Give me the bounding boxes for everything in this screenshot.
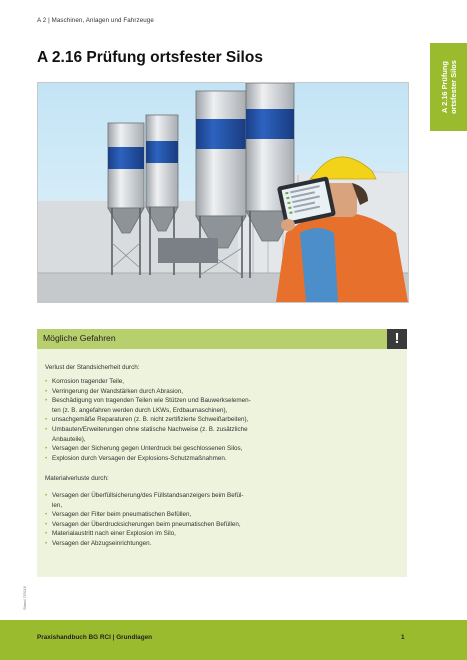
breadcrumb: A 2 | Maschinen, Anlagen und Fahrzeuge xyxy=(37,17,154,24)
footer-publication: Praxishandbuch BG RCI | Grundlagen xyxy=(37,634,153,641)
list-item-continuation: ten (z. B. angefahren werden durch LKWs, Erdbaumaschinen), xyxy=(52,406,228,414)
hazards-heading: Mögliche Gefahren xyxy=(43,333,116,343)
revision-note: Stand 7/2016 xyxy=(22,586,27,610)
list-item: • Versagen der Filter beim pneumatischen Befüllen, xyxy=(45,510,395,520)
material-loss-list xyxy=(45,491,395,549)
list-item: • unsachgemäße Reparaturen (z. B. nicht zertifizierte Schweißarbeiten), xyxy=(45,415,395,425)
list-item-continuation: len, xyxy=(52,501,63,509)
page-title: A 2.16 Prüfung ortsfester Silos xyxy=(37,49,263,66)
list-item: • Versagen der Überfüllsicherung/des Füllstandsanzeigers beim Befül- xyxy=(45,491,395,501)
hazards-section-header xyxy=(37,329,407,349)
list-item: • Versagen der Überdrucksicherungen beim pneumatischen Befüllen, xyxy=(45,520,395,530)
chapter-side-tab-label: A 2.16 Prüfung ortsfester Silos xyxy=(439,60,458,114)
list-item: • Korrosion tragender Teile, xyxy=(45,377,395,387)
list-item: • Beschädigung von tragenden Teilen wie Stützen und Bauwerkselemen- xyxy=(45,396,395,406)
list-item-continuation: Anbauteile), xyxy=(52,435,86,443)
hazards-content xyxy=(37,349,407,577)
list-item: • Versagen der Abzugseinrichtungen. xyxy=(45,539,395,549)
stability-intro: Verlust der Standsicherheit durch: xyxy=(45,364,140,371)
silo-illustration xyxy=(37,82,409,303)
list-item: • Materialaustritt nach einer Explosion im Silo, xyxy=(45,529,395,539)
warning-icon: ! xyxy=(387,329,407,349)
page-footer xyxy=(0,620,467,660)
list-item: • Explosion durch Versagen der Explosions-Schutzmaßnahmen. xyxy=(45,454,395,464)
list-item: • Umbauten/Erweiterungen ohne statische Nachweise (z. B. zusätzliche xyxy=(45,425,395,435)
stability-list xyxy=(45,377,395,463)
page-number: 1 xyxy=(401,634,405,641)
material-loss-intro: Materialverluste durch: xyxy=(45,475,109,482)
chapter-side-tab[interactable] xyxy=(430,43,467,131)
list-item: • Versagen der Sicherung gegen Unterdruck bei geschlossenen Silos, xyxy=(45,444,395,454)
list-item: • Verringerung der Wandstärken durch Abrasion, xyxy=(45,387,395,397)
